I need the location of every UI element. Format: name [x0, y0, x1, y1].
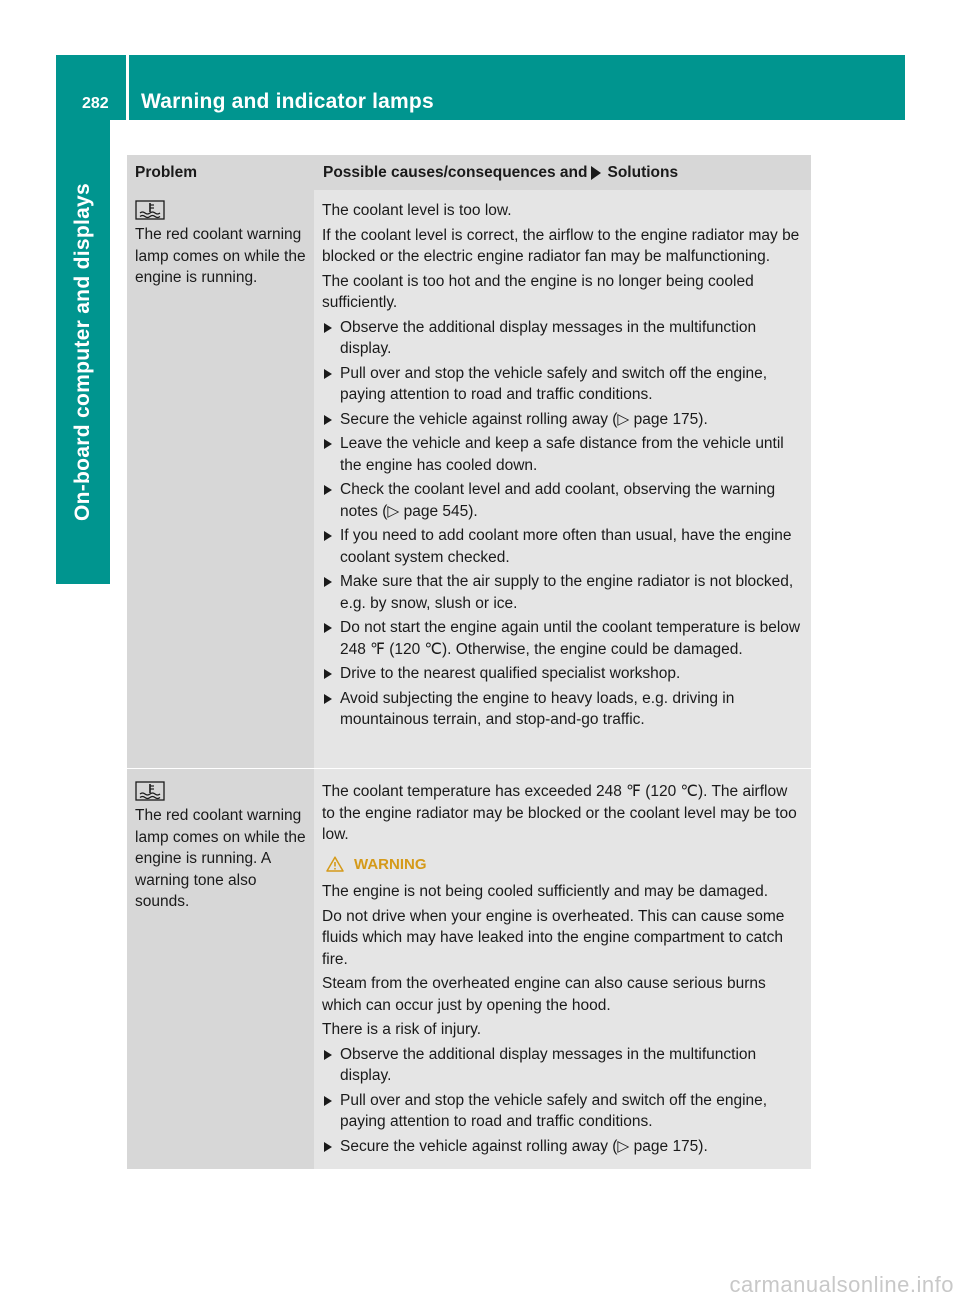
arrow-right-icon — [324, 323, 332, 333]
solution-step-text: Check the coolant level and add coolant, observing the warning notes (▷ page 545). — [340, 481, 776, 520]
arrow-right-icon — [324, 577, 332, 587]
side-chapter-label: On-board computer and displays — [71, 182, 94, 522]
solution-step — [322, 317, 803, 360]
arrow-right-icon — [324, 669, 332, 679]
warning-text: Steam from the overheated engine can also cause serious burns which can occur just by opening the hood. — [322, 975, 766, 1014]
solution-step-text: If you need to add coolant more often than usual, have the engine coolant system checked. — [340, 527, 792, 566]
warning-text: There is a risk of injury. — [322, 1021, 482, 1038]
problem-cell — [127, 769, 314, 1169]
table-header-row — [127, 155, 811, 190]
solution-step — [322, 1090, 803, 1133]
solution-step — [322, 617, 803, 660]
solution-step-text: Observe the additional display messages in the multifunction display. — [340, 318, 757, 357]
solution-step-text: Pull over and stop the vehicle safely and switch off the engine, paying attention to road and traffic conditions. — [340, 364, 768, 403]
solution-step-text: Leave the vehicle and keep a safe distance from the vehicle until the engine has cooled down. — [340, 435, 784, 474]
arrow-right-icon — [324, 1142, 332, 1152]
arrow-right-icon — [324, 439, 332, 449]
solution-step-text: Secure the vehicle against rolling away (▷ page 175). — [340, 1137, 708, 1155]
solution-step-text: Do not start the engine again until the coolant temperature is below 248 ℉ (120 ℃). Otherwise, the engine could be damaged. — [340, 619, 801, 658]
solutions-cell — [314, 769, 811, 1169]
solution-step — [322, 479, 803, 522]
solution-step — [322, 1044, 803, 1087]
arrow-right-icon — [324, 1096, 332, 1106]
warning-triangle-icon — [326, 856, 344, 872]
warning-lamp-table — [127, 155, 811, 1169]
solution-step — [322, 663, 803, 685]
header-divider — [126, 55, 129, 120]
watermark: carmanualsonline.info — [729, 1272, 954, 1297]
solution-step — [322, 571, 803, 614]
solution-step — [322, 688, 803, 731]
coolant-temperature-icon — [135, 781, 165, 801]
table-row — [127, 190, 811, 768]
cause-text: The coolant level is too low. — [322, 202, 512, 219]
cause-text: If the coolant level is correct, the airflow to the engine radiator may be blocked or the electric engine radiator fan may be malfunctioning. — [322, 226, 800, 265]
coolant-temperature-icon — [135, 200, 165, 220]
warning-text: Do not drive when your engine is overheated. This can cause some fluids which may have leaked into the engine compartment to catch fire. — [322, 907, 785, 968]
arrow-right-icon — [591, 166, 601, 180]
arrow-right-icon — [324, 531, 332, 541]
column-header-problem: Problem — [127, 155, 314, 190]
warning-text: The engine is not being cooled sufficiently and may be damaged. — [322, 883, 769, 900]
column-header-solutions-prefix: Possible causes/consequences and — [323, 163, 588, 181]
arrow-right-icon — [324, 415, 332, 425]
solutions-cell — [314, 190, 811, 768]
cause-text: The coolant is too hot and the engine is no longer being cooled sufficiently. — [322, 272, 754, 311]
solution-step-text: Avoid subjecting the engine to heavy loads, e.g. driving in mountainous terrain, and stop-and-go traffic. — [340, 689, 735, 728]
solution-step-text: Make sure that the air supply to the engine radiator is not blocked, e.g. by snow, slush or ice. — [340, 573, 794, 612]
problem-text: The red coolant warning lamp comes on while the engine is running. A warning tone also sounds. — [135, 807, 306, 910]
warning-label: WARNING — [354, 855, 427, 873]
arrow-right-icon — [324, 1050, 332, 1060]
solution-step-text: Observe the additional display messages in the multifunction display. — [340, 1045, 757, 1084]
problem-cell — [127, 190, 314, 768]
section-title: Warning and indicator lamps — [141, 90, 434, 113]
arrow-right-icon — [324, 694, 332, 704]
problem-text: The red coolant warning lamp comes on while the engine is running. — [135, 226, 306, 286]
arrow-right-icon — [324, 623, 332, 633]
arrow-right-icon — [324, 369, 332, 379]
solution-step-text: Pull over and stop the vehicle safely and switch off the engine, paying attention to road and traffic conditions. — [340, 1091, 768, 1130]
solution-step-text: Secure the vehicle against rolling away (▷ page 175). — [340, 410, 708, 428]
column-header-solutions — [314, 155, 811, 190]
cause-text: The coolant temperature has exceeded 248 ℉ (120 ℃). The airflow to the engine radiator may be blocked or the coolant level may be too low. — [322, 783, 797, 843]
solution-step-text: Drive to the nearest qualified specialist workshop. — [340, 665, 681, 682]
column-header-solutions-suffix: Solutions — [607, 163, 679, 181]
solution-step — [322, 433, 803, 476]
solution-step — [322, 1136, 803, 1158]
page-number: 282 — [82, 95, 109, 112]
table-row — [127, 769, 811, 1169]
warning-heading — [322, 854, 803, 876]
arrow-right-icon — [324, 485, 332, 495]
solution-step — [322, 525, 803, 568]
solution-step — [322, 363, 803, 406]
solution-step — [322, 409, 803, 431]
